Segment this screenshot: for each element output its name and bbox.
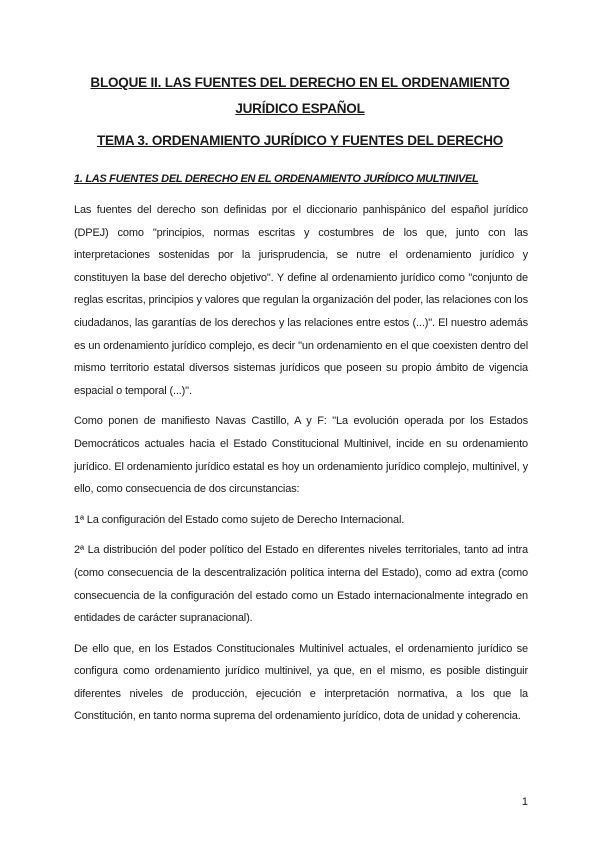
paragraph-circumstance-1: 1ª La configuración del Estado como sujeto de Derecho Internacional. [74,513,405,526]
block-title: BLOQUE II. LAS FUENTES DEL DERECHO EN EL ORDENAMIENTO JURÍDICO ESPAÑOL [90,75,510,116]
paragraph-navas-castillo: Como ponen de manifiesto Navas Castillo, A y F: "La evolución operada por los Estados Democráticos actuales hacia el Estado Constitucional Multinivel, incide en su ordenamiento jurídico. El ordenamiento jurídico estatal es hoy un ordenamiento jurídico complejo, multinivel, y ello, como consecuencia de dos circunstancias: [74,415,528,496]
body-text [74,199,528,736]
paragraph-conclusion: De ello que, en los Estados Constitucionales Multinivel actuales, el ordenamiento jurídico se configura como ordenamiento jurídico multinivel, ya que, en el mismo, es posible distinguir diferentes niveles de producción, ejecución e interpretación normativa, a los que la Constitución, en tanto norma suprema del ordenamiento jurídico, dota de unidad y coherencia. [74,642,528,723]
paragraph-definitions: Las fuentes del derecho son definidas por el diccionario panhispánico del español jurídico (DPEJ) como "principios, normas escritas y costumbres de los que, junto con las interpretaciones sostenidas por la jurisprudencia, se nutre el ordenamiento jurídico y constituyen la base del derecho objetivo". Y define al ordenamiento jurídico como "conjunto de reglas escritas, principios y valores que regulan la organización del poder, las relaciones con los ciudadanos, las garantías de los derechos y las relaciones entre estos (...)". El nuestro además es un ordenamiento jurídico complejo, es decir "un ordenamiento en el que coexisten dentro del mismo territorio estatal diversos sistemas jurídicos que poseen su propio ámbito de vigencia espacial o temporal (...)". [74,204,528,397]
section-title: 1. LAS FUENTES DEL DERECHO EN EL ORDENAMIENTO JURÍDICO MULTINIVEL [74,173,479,185]
paragraph-circumstance-2: 2ª La distribución del poder político del Estado en diferentes niveles territoriales, tanto ad intra (como consecuencia de la descentralización política interna del Estado), como ad extra (como consecuencia de la configuración del estado como un Estado internacionalmente integrado en entidades de carácter supranacional). [74,544,528,625]
topic-title: TEMA 3. ORDENAMIENTO JURÍDICO Y FUENTES DEL DERECHO [96,133,504,148]
page-number: 1 [521,796,528,808]
